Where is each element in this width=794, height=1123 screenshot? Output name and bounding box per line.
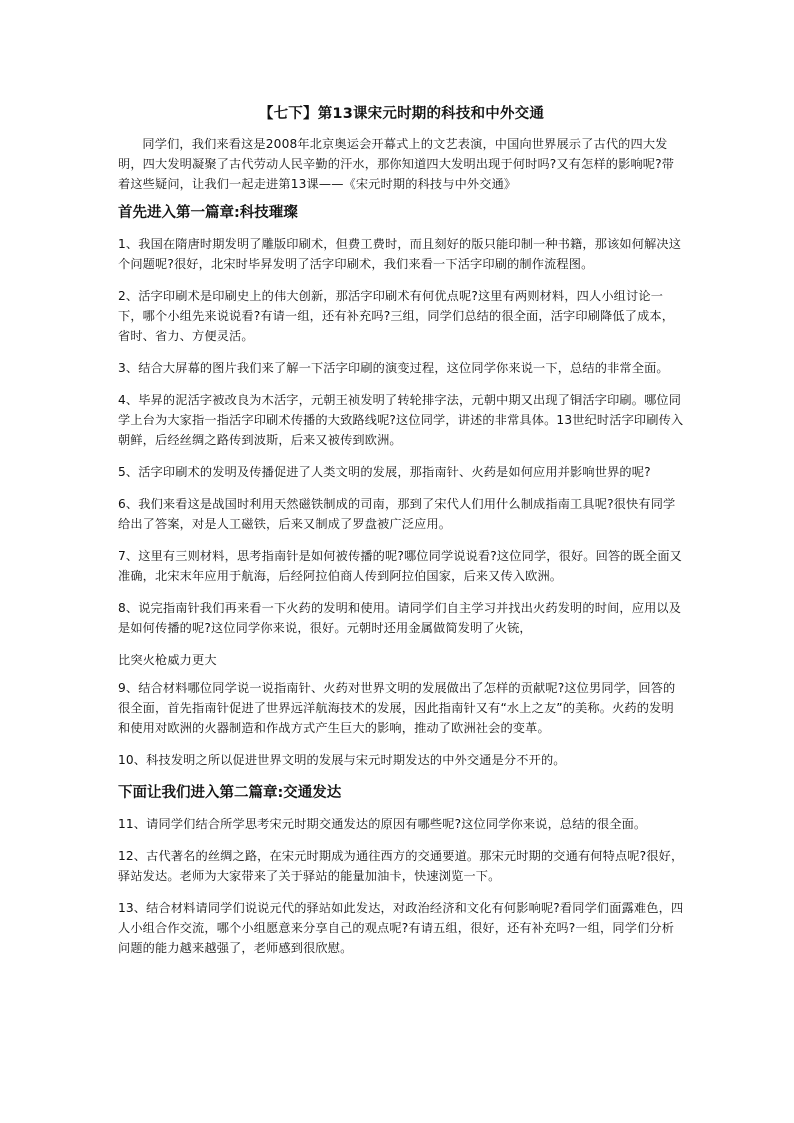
paragraph-10: 10、科技发明之所以促进世界文明的发展与宋元时期发达的中外交通是分不开的。 [118,753,566,767]
paragraph-5: 5、活字印刷术的发明及传播促进了人类文明的发展，那指南针、火药是如何应用并影响世界的呢? [118,465,651,479]
section-heading-1: 首先进入第一篇章:科技璀璨 [118,205,298,221]
paragraph-2: 2、活字印刷术是印刷史上的伟大创新，那活字印刷术有何优点呢?这里有两则材料，四人小组讨论一下，哪个小组先来说说看?有请一组，还有补充吗?三组，同学们总结的很全面，活字印刷降低了成本，省时、省力、方便灵活。 [118,289,675,343]
paragraph-11: 11、请同学们结合所学思考宋元时期交通发达的原因有哪些呢?这位同学你来说，总结的很全面。 [118,817,647,831]
paragraph-8: 8、说完指南针我们再来看一下火药的发明和使用。请同学们自主学习并找出火药发明的时间，应用以及是如何传播的呢?这位同学你来说，很好。元朝时还用金属做简发明了火铳， [118,601,682,635]
paragraph-3: 3、结合大屏幕的图片我们来了解一下活字印刷的演变过程，这位同学你来说一下，总结的非常全面。 [118,361,669,375]
document-page [118,104,685,970]
paragraph-6: 6、我们来看这是战国时利用天然磁铁制成的司南，那到了宋代人们用什么制成指南工具呢?很快有同学给出了答案，对是人工磁铁，后来又制成了罗盘被广泛应用。 [118,497,676,531]
paragraph-12: 12、古代著名的丝绸之路，在宋元时期成为通往西方的交通要道。那宋元时期的交通有何特点呢?很好，驿站发达。老师为大家带来了关于驿站的能量加油卡，快速浏览一下。 [118,849,684,883]
paragraph-13: 13、结合材料请同学们说说元代的驿站如此发达，对政治经济和文化有何影响呢?看同学们面露难色，四人小组合作交流，哪个小组愿意来分享自己的观点呢?有请五组，很好，还有补充吗?一组，同学们分析问题的能力越来越强了，老师感到很欣慰。 [118,901,684,955]
intro-paragraph: 同学们，我们来看这是2008年北京奥运会开幕式上的文艺表演，中国向世界展示了古代的四大发明，四大发明凝聚了古代劳动人民辛勤的汗水，那你知道四大发明出现于何时吗?又有怎样的影响呢?带着这些疑问，让我们一起走进第13课——《宋元时期的科技与中外交通》 [118,137,675,191]
paragraph-1: 1、我国在隋唐时期发明了雕版印刷术，但费工费时，而且刻好的版只能印制一种书籍，那该如何解决这个问题呢?很好，北宋时毕昇发明了活字印刷术，我们来看一下活字印刷的制作流程图。 [118,237,682,271]
paragraph-8-continuation: 比突火枪威力更大 [118,653,217,667]
section-heading-2: 下面让我们进入第二篇章:交通发达 [118,785,342,801]
paragraph-4: 4、毕昇的泥活字被改良为木活字，元朝王祯发明了转轮排字法，元朝中期又出现了铜活字印刷。哪位同学上台为大家指一指活字印刷术传播的大致路线呢?这位同学，讲述的非常具体。13世纪时活字印刷传入朝鲜，后经丝绸之路传到波斯，后来又被传到欧洲。 [118,393,684,447]
document-title: 【七下】第13课宋元时期的科技和中外交通 [258,106,545,122]
paragraph-9: 9、结合材料哪位同学说一说指南针、火药对世界文明的发展做出了怎样的贡献呢?这位男同学，回答的很全面，首先指南针促进了世界远洋航海技术的发展，因此指南针又有“水上之友”的美称。火药的发明和使用对欧洲的火器制造和作战方式产生巨大的影响，推动了欧洲社会的变革。 [118,681,676,735]
paragraph-7: 7、这里有三则材料，思考指南针是如何被传播的呢?哪位同学说说看?这位同学，很好。回答的既全面又准确，北宋末年应用于航海，后经阿拉伯商人传到阿拉伯国家，后来又传入欧洲。 [118,549,682,583]
